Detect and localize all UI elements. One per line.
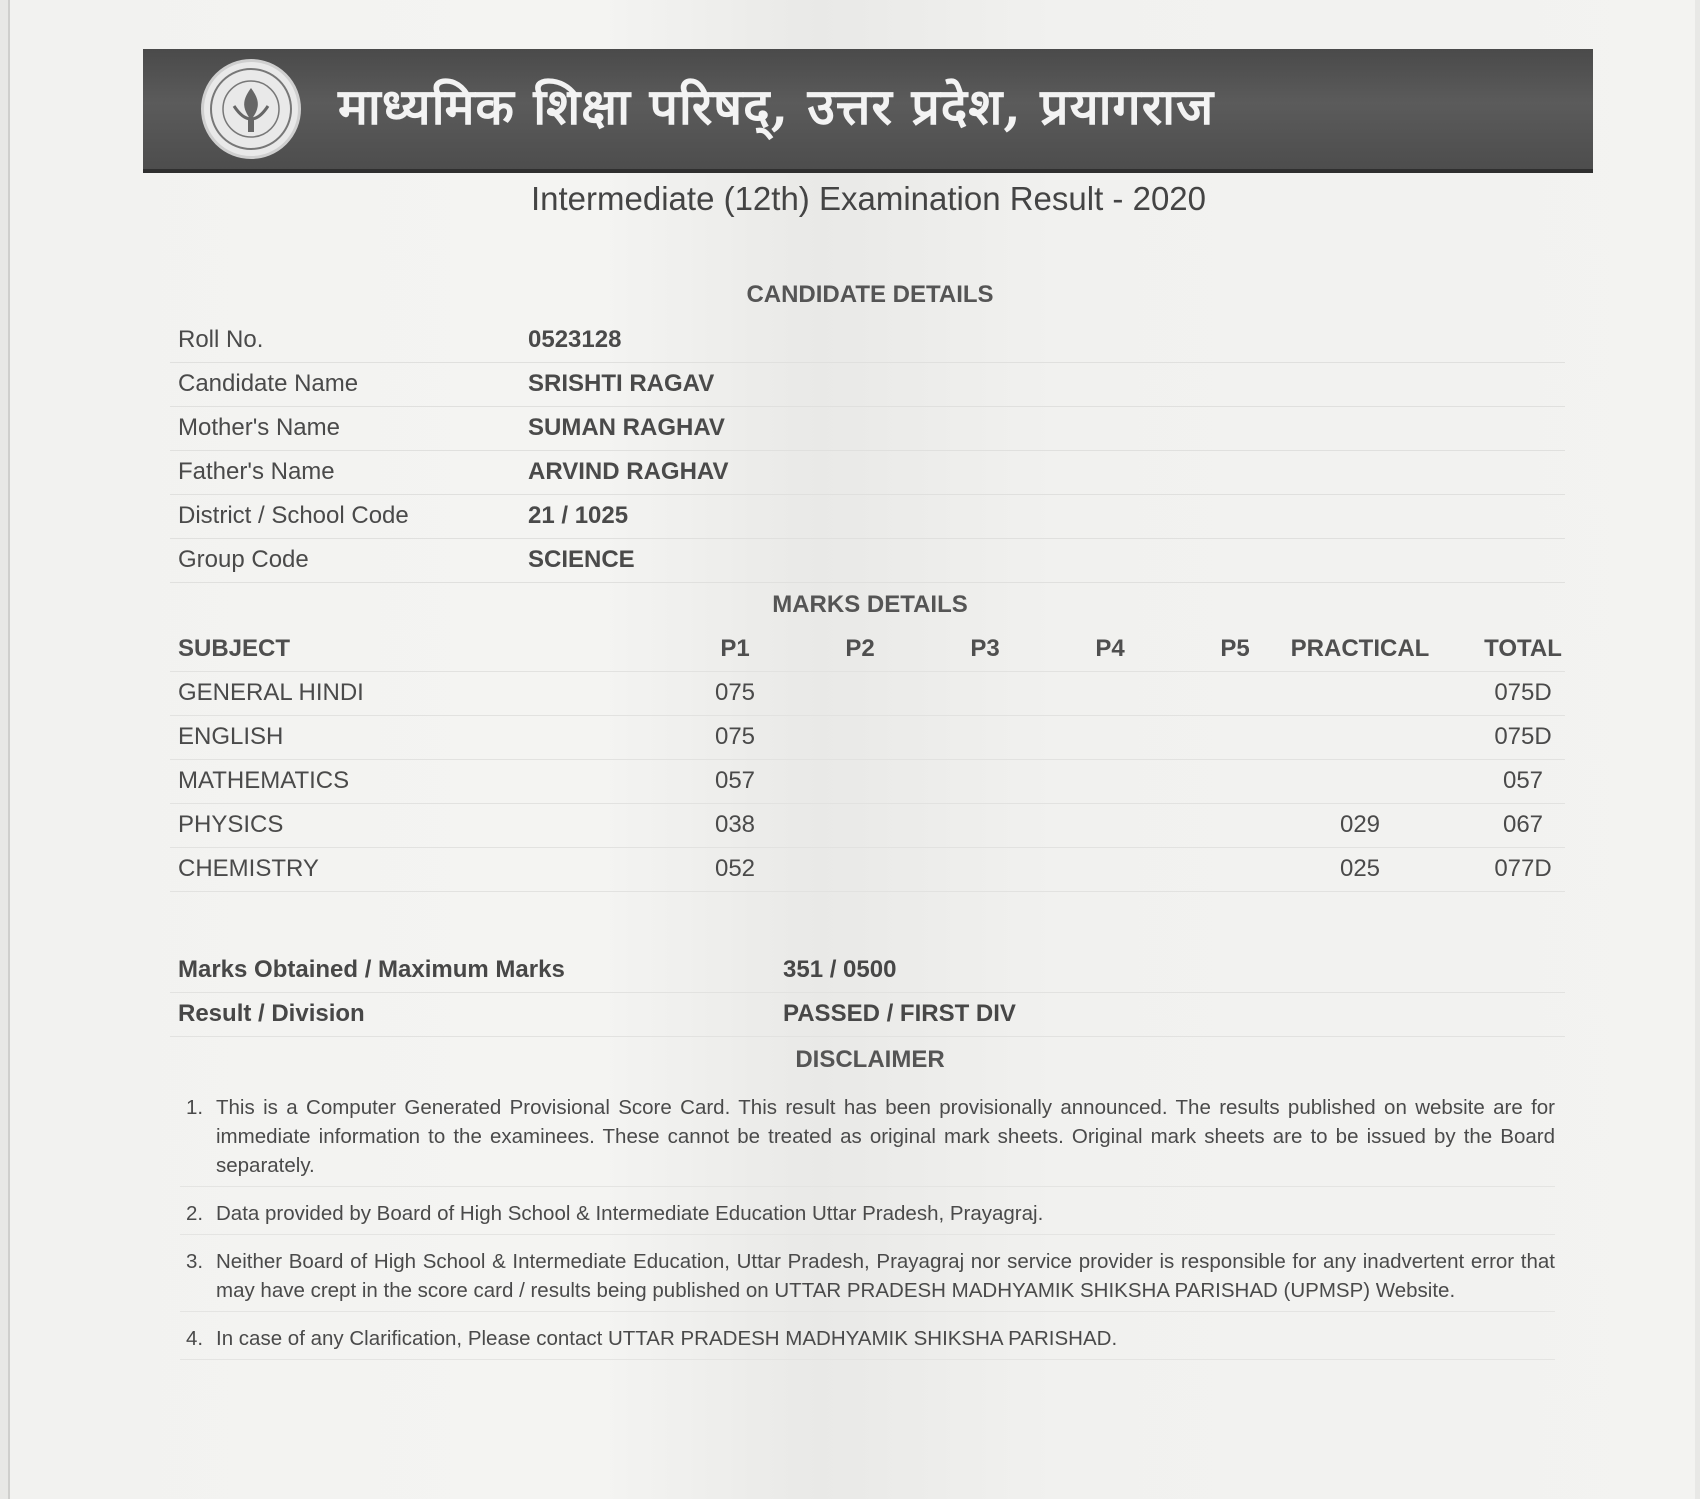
cell-p1: 075 — [714, 679, 756, 706]
cell-total: 075D — [1494, 679, 1552, 706]
marks-obtained-row — [170, 948, 1565, 993]
col-p3: P3 — [970, 635, 1000, 662]
cell-subject: PHYSICS — [178, 811, 284, 838]
col-p2: P2 — [845, 635, 875, 662]
upmsp-seal-icon — [201, 59, 301, 159]
table-row — [170, 847, 1565, 892]
marks-obtained-value: 351 / 0500 — [783, 956, 897, 983]
field-father-name — [170, 450, 1565, 495]
disclaimer-list — [180, 1093, 1555, 1372]
cell-total: 077D — [1494, 855, 1552, 882]
disclaimer-item-number: 4. — [186, 1327, 204, 1350]
board-name-hindi: माध्यमिक शिक्षा परिषद्, उत्तर प्रदेश, प्रयागराज — [338, 77, 1215, 136]
field-label: Father's Name — [178, 458, 335, 485]
disclaimer-item-text: Data provided by Board of High School & Intermediate Education Uttar Pradesh, Prayagraj. — [216, 1202, 1044, 1225]
cell-subject: MATHEMATICS — [178, 767, 350, 794]
cell-subject: CHEMISTRY — [178, 855, 319, 882]
field-label: Roll No. — [178, 326, 264, 353]
table-row — [170, 803, 1565, 848]
table-row — [170, 671, 1565, 716]
result-division-label: Result / Division — [178, 1000, 365, 1027]
col-practical: PRACTICAL — [1290, 635, 1430, 662]
cell-subject: GENERAL HINDI — [178, 679, 364, 706]
cell-p1: 038 — [714, 811, 756, 838]
cell-p1: 057 — [714, 767, 756, 794]
cell-total: 067 — [1502, 811, 1544, 838]
col-p1: P1 — [720, 635, 750, 662]
marks-obtained-label: Marks Obtained / Maximum Marks — [178, 956, 565, 983]
cell-p1: 052 — [714, 855, 756, 882]
col-subject: SUBJECT — [178, 635, 291, 662]
disclaimer-item-number: 2. — [186, 1202, 204, 1225]
field-candidate-name — [170, 362, 1565, 407]
field-label: District / School Code — [178, 502, 409, 529]
field-group-code — [170, 538, 1565, 583]
marks-details-heading: MARKS DETAILS — [772, 591, 968, 618]
table-row — [170, 759, 1565, 804]
field-mother-name — [170, 406, 1565, 451]
score-card-sheet — [8, 0, 1695, 1499]
disclaimer-item-text: In case of any Clarification, Please contact UTTAR PRADESH MADHYAMIK SHIKSHA PARISHAD. — [216, 1327, 1118, 1350]
result-division-value: PASSED / FIRST DIV — [783, 1000, 1016, 1027]
field-label: Candidate Name — [178, 370, 359, 397]
result-division-row — [170, 992, 1565, 1037]
col-p5: P5 — [1220, 635, 1250, 662]
field-value: SUMAN RAGHAV — [528, 414, 725, 441]
cell-practical: 029 — [1339, 811, 1381, 838]
cell-total: 057 — [1502, 767, 1544, 794]
field-value: 21 / 1025 — [528, 502, 629, 529]
disclaimer-item — [180, 1199, 1555, 1235]
field-label: Group Code — [178, 546, 309, 573]
disclaimer-item — [180, 1247, 1555, 1312]
cell-practical: 025 — [1339, 855, 1381, 882]
disclaimer-item-number: 3. — [186, 1250, 204, 1273]
cell-total: 075D — [1494, 723, 1552, 750]
field-district-school-code — [170, 494, 1565, 539]
field-value: SRISHTI RAGAV — [528, 370, 715, 397]
col-total: TOTAL — [1484, 635, 1562, 662]
marks-table-header — [170, 627, 1565, 672]
field-roll-no — [170, 318, 1565, 363]
board-banner — [143, 49, 1593, 173]
exam-title: Intermediate (12th) Examination Result - 2020 — [530, 180, 1207, 217]
field-label: Mother's Name — [178, 414, 340, 441]
cell-p1: 075 — [714, 723, 756, 750]
disclaimer-heading: DISCLAIMER — [795, 1046, 945, 1073]
field-value: 0523128 — [528, 326, 622, 353]
field-value: ARVIND RAGHAV — [528, 458, 729, 485]
col-p4: P4 — [1095, 635, 1125, 662]
field-value: SCIENCE — [528, 546, 635, 573]
table-row — [170, 715, 1565, 760]
cell-subject: ENGLISH — [178, 723, 284, 750]
candidate-details-heading: CANDIDATE DETAILS — [746, 281, 994, 308]
disclaimer-item — [180, 1324, 1555, 1360]
disclaimer-item — [180, 1093, 1555, 1187]
disclaimer-item-number: 1. — [186, 1096, 204, 1119]
disclaimer-item-text: This is a Computer Generated Provisional Score Card. This result has been provisionally announced. The results published on website are for immediate information to the examinees. These cannot be treated as original mark sheets. Original mark sheets are to be issued by the Board separately. — [216, 1096, 1555, 1177]
disclaimer-item-text: Neither Board of High School & Intermediate Education, Uttar Pradesh, Prayagraj nor service provider is responsible for any inadvertent error that may have crept in the score card / results being published on UTTAR PRADESH MADHYAMIK SHIKSHA PARISHAD (UPMSP) Website. — [216, 1250, 1555, 1302]
